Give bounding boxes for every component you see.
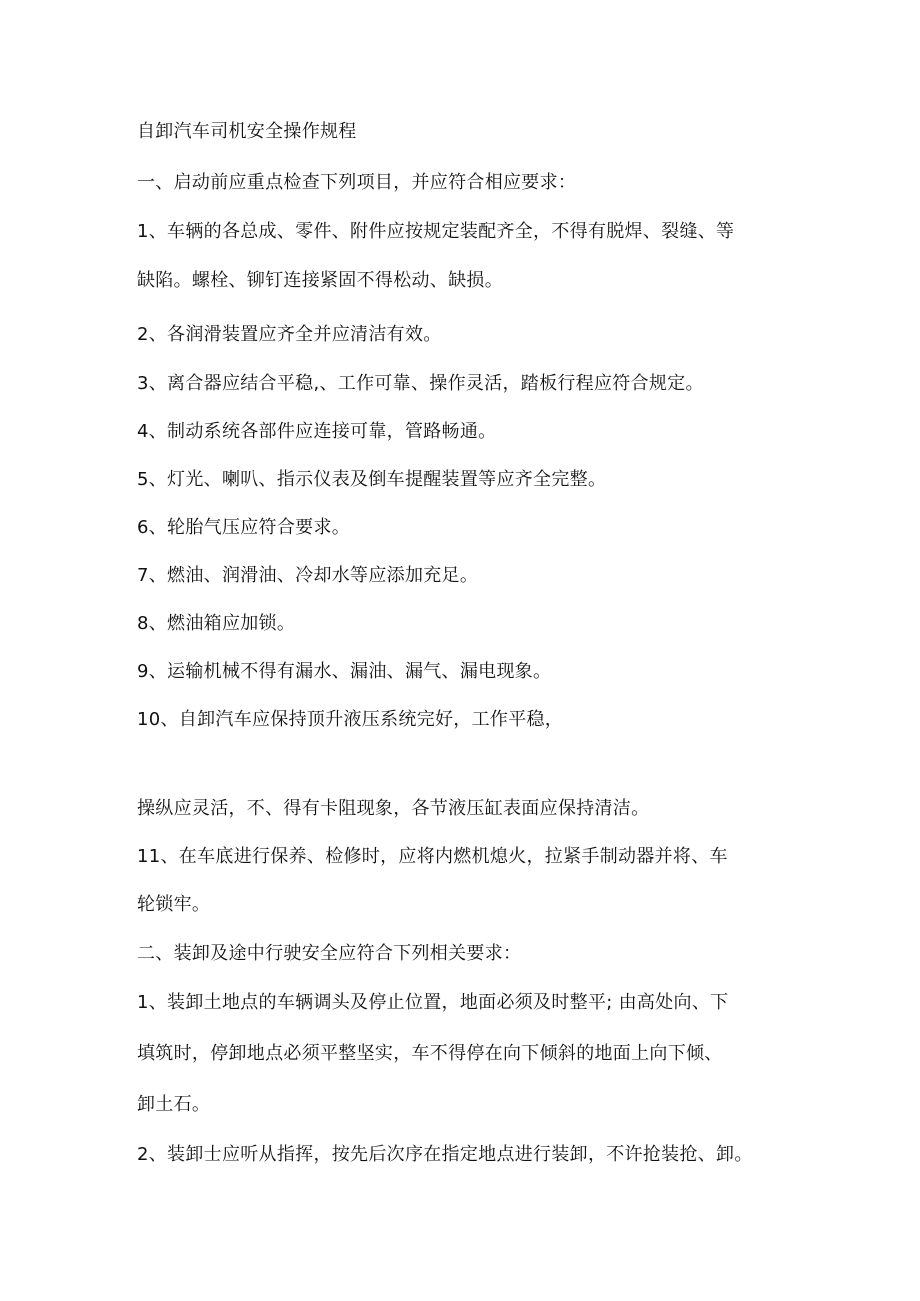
section-2-item-1-line-3: 卸土石。 xyxy=(137,1094,211,1115)
document-title: 自卸汽车司机安全操作规程 xyxy=(137,121,357,142)
section-1-heading: 一、启动前应重点检查下列项目，并应符合相应要求： xyxy=(137,172,577,193)
section-1-item-8: 8、燃油箱应加锁。 xyxy=(137,613,296,634)
section-1-item-10-line-1: 10、自卸汽车应保持顶升液压系统完好，工作平稳， xyxy=(137,709,564,730)
section-2-item-1-line-2: 填筑时，停卸地点必须平整坚实，车不得停在向下倾斜的地面上向下倾、 xyxy=(137,1043,723,1064)
section-1-item-10-line-2: 操纵应灵活，不、得有卡阻现象，各节液压缸表面应保持清洁。 xyxy=(137,798,650,819)
section-1-item-7: 7、燃油、润滑油、冷却水等应添加充足。 xyxy=(137,565,479,586)
section-2-heading: 二、装卸及途中行驶安全应符合下列相关要求： xyxy=(137,943,522,964)
section-1-item-1-line-1: 1、车辆的各总成、零件、附件应按规定装配齐全，不得有脱焊、裂缝、等 xyxy=(137,221,735,242)
section-1-item-3: 3、离合器应结合平稳,、工作可靠、操作灵活，踏板行程应符合规定。 xyxy=(137,373,704,394)
section-2-item-2: 2、装卸士应听从指挥，按先后次序在指定地点进行装卸，不许抢装抢、卸。 xyxy=(137,1144,753,1165)
section-1-item-9: 9、运输机械不得有漏水、漏油、漏气、漏电现象。 xyxy=(137,661,552,682)
section-1-item-4: 4、制动系统各部件应连接可靠，管路畅通。 xyxy=(137,421,497,442)
section-1-item-6: 6、轮胎气压应符合要求。 xyxy=(137,517,351,538)
section-1-item-11-line-1: 11、在车底进行保养、检修时，应将内燃机熄火，拉紧手制动器并将、车 xyxy=(137,846,728,867)
section-1-item-2: 2、各润滑装置应齐全并应清洁有效。 xyxy=(137,324,442,345)
section-2-item-1-line-1: 1、装卸土地点的车辆调头及停止位置，地面必须及时整平; 由高处向、下 xyxy=(137,992,729,1013)
section-1-item-5: 5、灯光、喇叭、指示仪表及倒车提醒装置等应齐全完整。 xyxy=(137,469,607,490)
section-1-item-11-line-2: 轮锁牢。 xyxy=(137,894,211,915)
section-1-item-1-line-2: 缺陷。螺栓、铆钉连接紧固不得松动、缺损。 xyxy=(137,270,503,291)
